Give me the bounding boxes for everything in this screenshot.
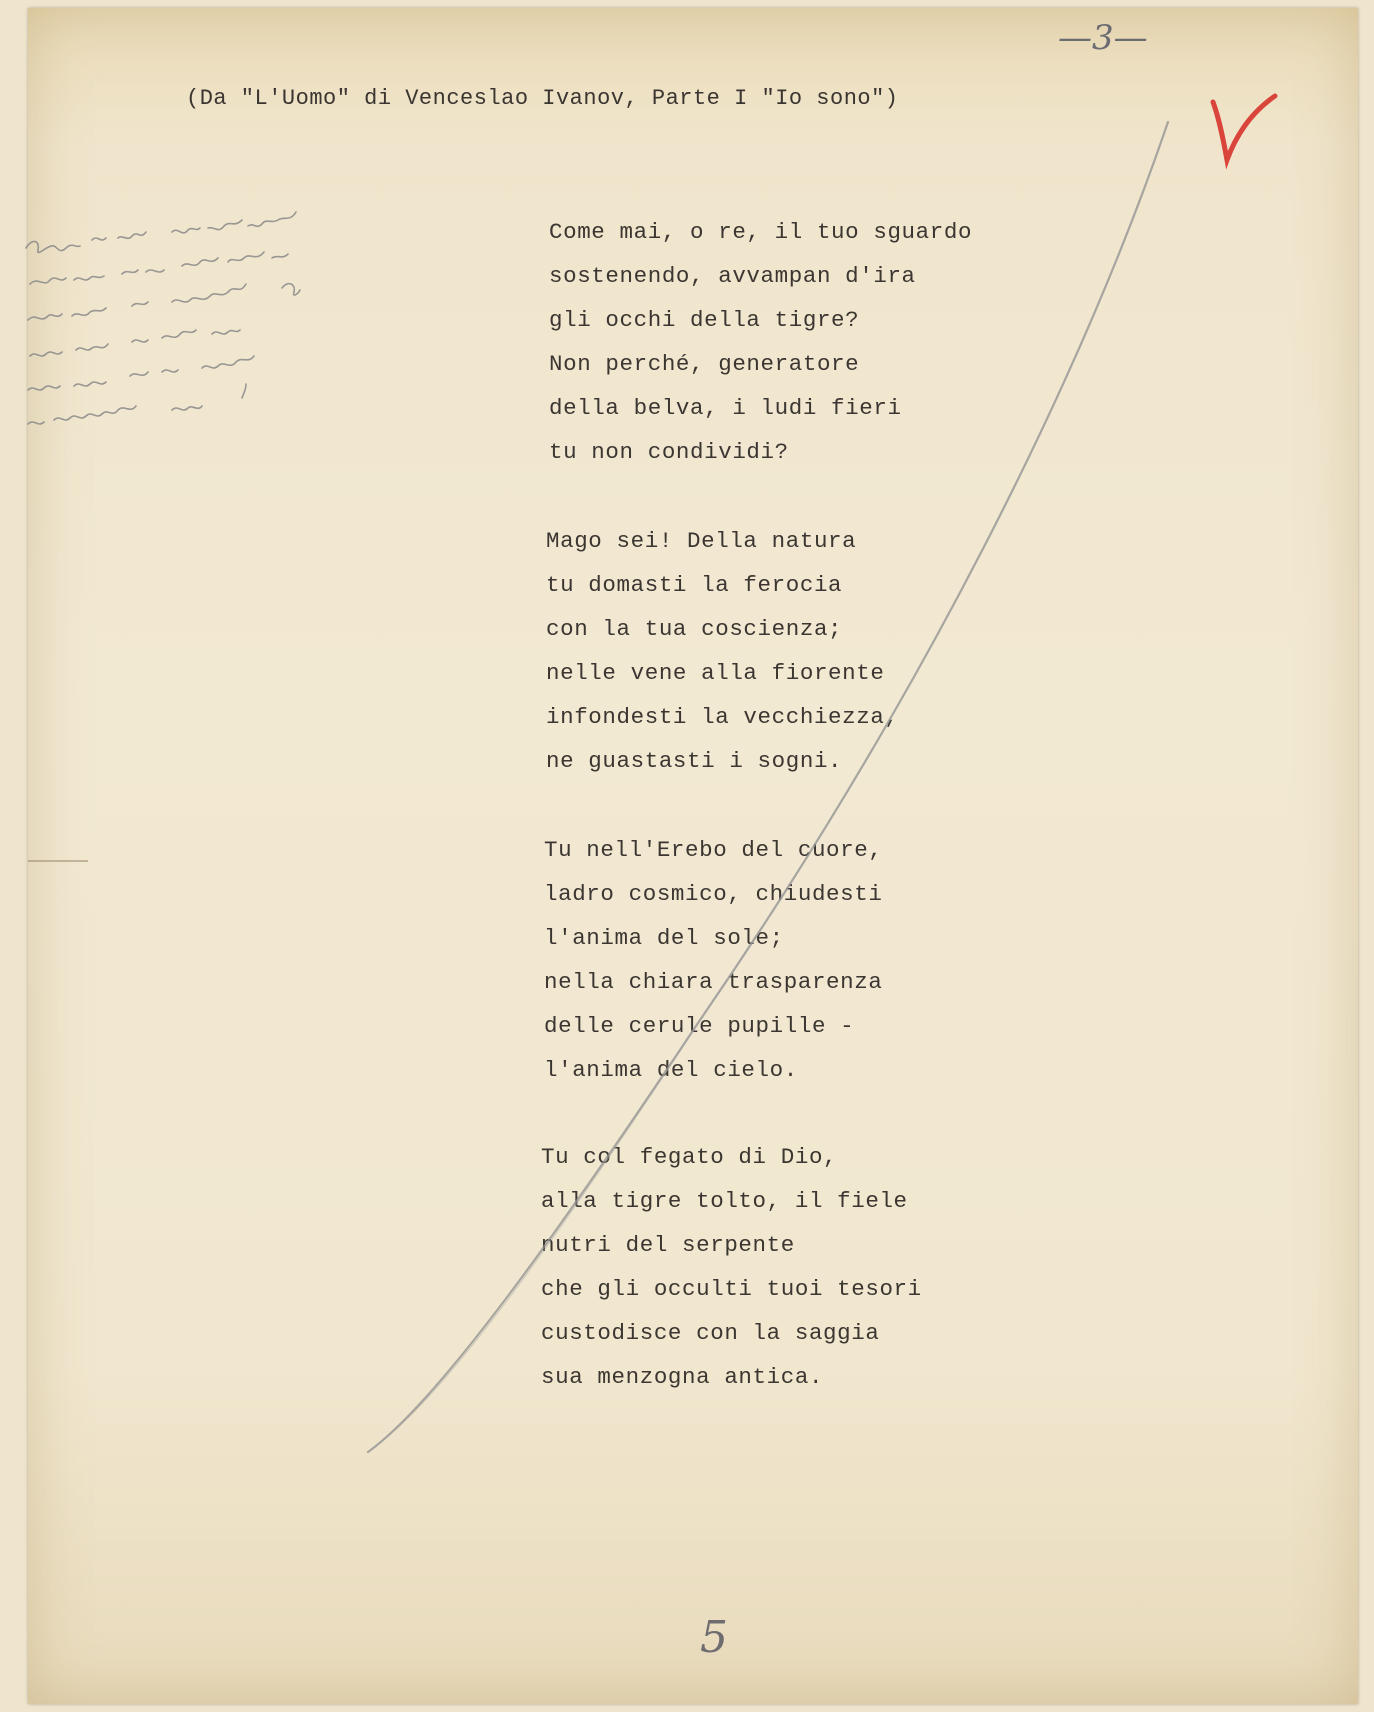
verse-line: Come mai, o re, il tuo sguardo xyxy=(549,219,973,245)
verse-line: ladro cosmico, chiudesti xyxy=(544,881,883,907)
verse-line: con la tua coscienza; xyxy=(546,616,843,642)
verse-line: Tu nell'Erebo del cuore, xyxy=(544,837,883,863)
handwritten-note xyxy=(22,210,402,450)
verse-line: l'anima del sole; xyxy=(544,925,784,951)
verse-line: Mago sei! Della natura xyxy=(546,528,857,554)
red-check-mark xyxy=(1205,88,1285,178)
verse-line: tu non condividi? xyxy=(549,439,789,465)
verse-line: ne guastasti i sogni. xyxy=(546,748,843,774)
stanza-1 xyxy=(549,210,972,474)
verse-line: custodisce con la saggia xyxy=(541,1320,880,1346)
verse-line: nutri del serpente xyxy=(541,1232,795,1258)
verse-line: infondesti la vecchiezza, xyxy=(546,704,899,730)
verse-line: sua menzogna antica. xyxy=(541,1364,824,1390)
folio-number: 5 xyxy=(700,1612,728,1663)
verse-line: nella chiara trasparenza xyxy=(544,969,883,995)
stanza-4 xyxy=(541,1135,922,1399)
verse-line: nelle vene alla fiorente xyxy=(546,660,885,686)
verse-line: l'anima del cielo. xyxy=(544,1057,798,1083)
page-number: —3— xyxy=(1058,18,1148,58)
verse-line: delle cerule pupille - xyxy=(544,1013,855,1039)
verse-line: alla tigre tolto, il fiele xyxy=(541,1188,908,1214)
verse-line: tu domasti la ferocia xyxy=(546,572,843,598)
verse-line: Non perché, generatore xyxy=(549,351,860,377)
verse-line: sostenendo, avvampan d'ira xyxy=(549,263,916,289)
stanza-2 xyxy=(546,519,899,783)
verse-line: gli occhi della tigre? xyxy=(549,307,860,333)
verse-line: che gli occulti tuoi tesori xyxy=(541,1276,922,1302)
verse-line: della belva, i ludi fieri xyxy=(549,395,902,421)
verse-line: Tu col fegato di Dio, xyxy=(541,1144,838,1170)
document-header: (Da "L'Uomo" di Venceslao Ivanov, Parte I "Io sono") xyxy=(186,86,899,111)
stanza-3 xyxy=(544,828,882,1092)
paper-fold-crease xyxy=(28,860,88,862)
